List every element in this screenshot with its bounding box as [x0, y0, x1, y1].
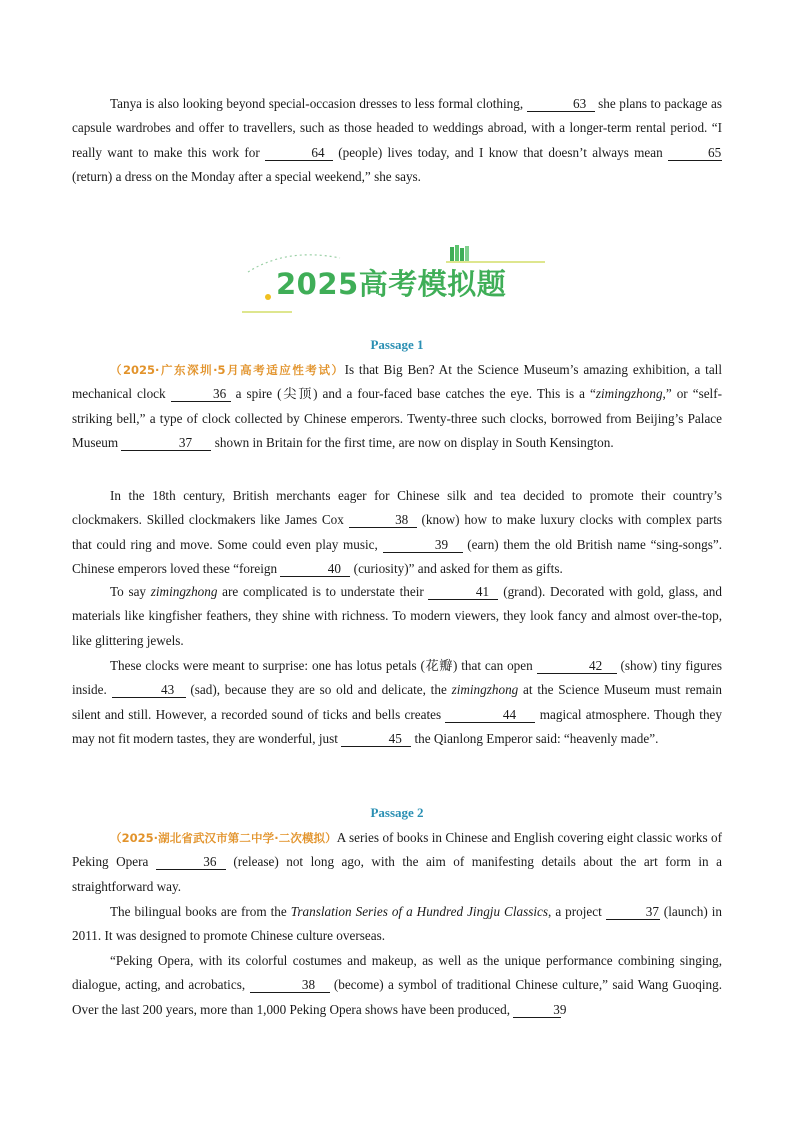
text: Tanya is also looking beyond special-occasion dresses to less formal clothing,	[110, 96, 527, 111]
blank-38[interactable]: 38	[250, 978, 330, 993]
blank-38[interactable]: 38	[349, 513, 417, 528]
text: she plans to package as capsule wardrobes and offer to travellers, such as those headed to weddings abroad, with a longer-term rental period. “I really want to make this work for	[72, 96, 722, 160]
text: ,” or “self-striking bell,” a type of clock collected by Chinese emperors. Twenty-three such clocks, borrowed from Beijing’s Palace Museum	[72, 386, 722, 451]
blank-42[interactable]: 42	[537, 659, 617, 674]
passage-2-title: Passage 2	[370, 805, 424, 820]
passage-2-paragraph-1	[72, 826, 722, 899]
source-tag: （2025·广东深圳·5月高考适应性考试）	[110, 363, 345, 377]
text: (know) how to make luxury clocks with complex parts that could ring and move. Some could even play music,	[72, 512, 722, 552]
blank-44[interactable]: 44	[445, 708, 535, 723]
text: at the Science Museum must remain silent and still. However, a recorded sound of ticks and bells creates	[72, 682, 722, 722]
books-icon	[448, 245, 472, 263]
blank-41[interactable]: 41	[428, 585, 498, 600]
section-header	[240, 242, 550, 316]
text: To say	[110, 584, 151, 599]
book-title: Translation Series of a Hundred Jingju Classics	[290, 904, 549, 919]
passage-1-title: Passage 1	[370, 337, 424, 352]
text: (show) tiny figures inside.	[72, 658, 723, 698]
blank-39[interactable]: 39	[383, 538, 463, 553]
text: A series of books in Chinese and English covering eight classic works of Peking Opera	[72, 830, 722, 870]
source-tag: （2025·湖北省武汉市第二中学·二次模拟）	[110, 831, 337, 845]
text: (launch) in 2011. It was designed to promote Chinese culture overseas.	[72, 904, 722, 944]
text: , a project	[548, 904, 606, 919]
text: “Peking Opera, with its colorful costumes and makeup, as well as the unique performance combining singing, dialogue, acting, and acrobatics,	[72, 953, 722, 993]
text: (curiosity)” and asked for them as gifts.	[350, 561, 563, 577]
term: zimingzhong	[595, 386, 663, 402]
blank-36[interactable]: 36	[171, 387, 231, 402]
text: the Qianlong Emperor said: “heavenly made”.	[411, 731, 659, 747]
term: zimingzhong	[451, 682, 519, 698]
text: a spire (尖顶) and a four-faced base catches the eye. This is a “	[230, 386, 596, 402]
text: Is that Big Ben? At the Science Museum’s amazing exhibition, a tall mechanical clock	[72, 362, 722, 402]
text: These clocks were meant to surprise: one has lotus petals (花瓣) that can open	[110, 658, 537, 673]
text: shown in Britain for the first time, are now on display in South Kensington.	[211, 435, 614, 451]
text: The bilingual books are from the	[110, 904, 291, 919]
text: are complicated is to understate their	[217, 584, 429, 599]
text: (sad), because they are so old and delicate, the	[185, 682, 452, 698]
passage-1-paragraph-2	[72, 484, 722, 582]
blank-65[interactable]: 65	[668, 146, 722, 161]
blank-39[interactable]: 39	[513, 1003, 561, 1018]
text: (return) a dress on the Monday after a special weekend,” she says.	[72, 169, 421, 185]
passage-1-paragraph-1	[72, 358, 722, 456]
blank-37[interactable]: 37	[606, 905, 660, 920]
text: (release) not long ago, with the aim of manifesting details about the art form in a straightforward way.	[72, 854, 722, 894]
section-title: 2025高考模拟题	[276, 267, 507, 301]
blank-45[interactable]: 45	[341, 732, 411, 747]
blank-64[interactable]: 64	[265, 146, 333, 161]
passage-2-paragraph-3	[72, 949, 722, 1022]
blank-63[interactable]: 63	[527, 97, 595, 112]
text: (grand). Decorated with gold, glass, and materials like kingfisher feathers, they shine with richness. To modern viewers, they look fancy and almost over-the-top, like glittering jewels.	[72, 584, 722, 648]
text: (earn) them the old British name “sing-songs”. Chinese emperors loved these “foreign	[72, 536, 722, 577]
text: In the 18th century, British merchants eager for Chinese silk and tea decided to promote their country’s clockmakers. Skilled clockmakers like James Cox	[72, 488, 722, 528]
blank-37[interactable]: 37	[121, 436, 211, 451]
text: magical atmosphere. Though they may not fit modern tastes, they are wonderful, just	[72, 706, 722, 747]
blank-43[interactable]: 43	[112, 683, 186, 698]
passage-1-paragraph-4	[72, 654, 722, 752]
text: (become) a symbol of traditional Chinese culture,” said Wang Guoqing. Over the last 200 years, more than 1,000 Peking Opera shows have been produced,	[72, 977, 722, 1017]
text: (people) lives today, and I know that doesn’t always mean	[333, 144, 668, 160]
blank-40[interactable]: 40	[280, 562, 350, 577]
blank-36[interactable]: 36	[156, 855, 226, 870]
term: zimingzhong	[150, 584, 218, 599]
passage-1-paragraph-3	[72, 580, 722, 653]
passage-2-paragraph-2	[72, 900, 722, 949]
intro-paragraph	[72, 92, 722, 190]
